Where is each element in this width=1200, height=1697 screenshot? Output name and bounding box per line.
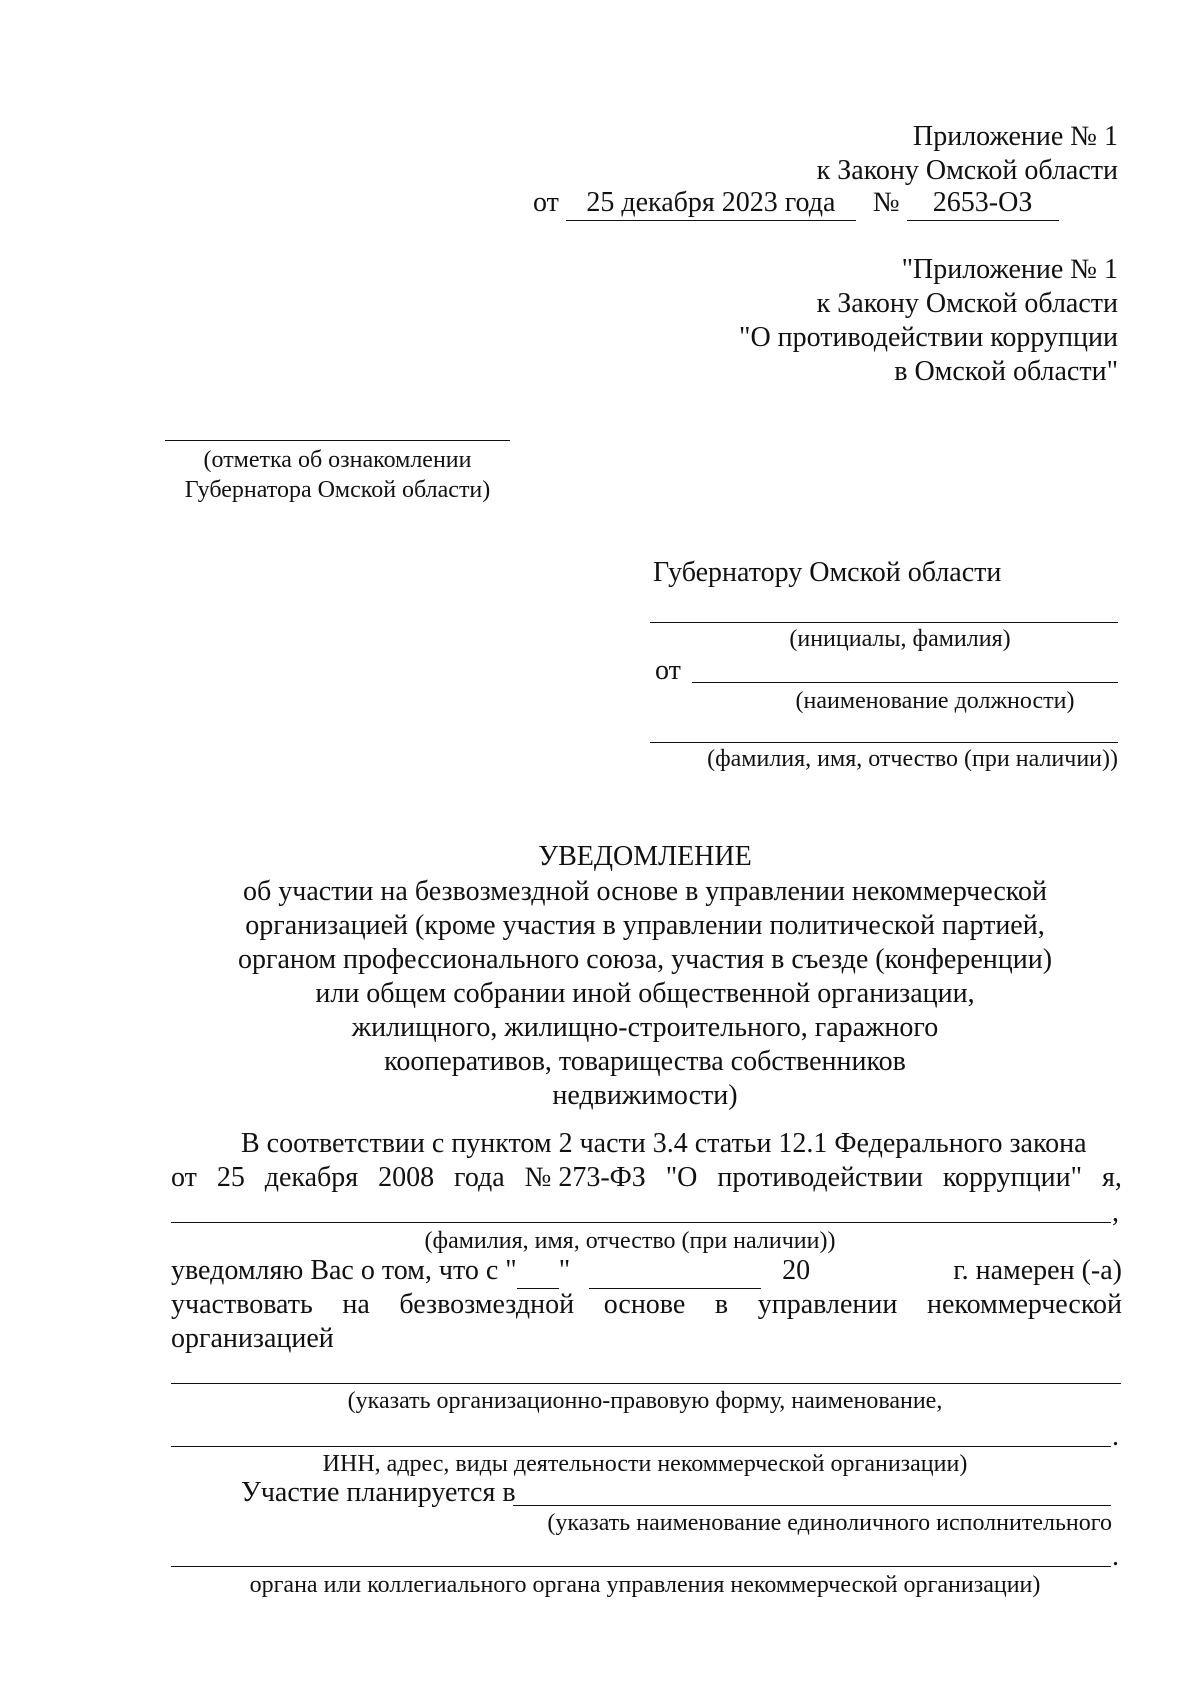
notice-subtitle-1: об участии на безвозмездной основе в управлении некоммерческой (243, 876, 1047, 907)
fio-caption: (фамилия, имя, отчество (при наличии)) (707, 746, 1118, 772)
quote-line-1: "Приложение № 1 (901, 254, 1118, 285)
quote-line-3: "О противодействии коррупции (739, 322, 1118, 353)
word: 2008 (378, 1162, 435, 1193)
notice-heading: УВЕДОМЛЕНИЕ (538, 841, 752, 872)
word: в (714, 1289, 729, 1320)
month-field (589, 1254, 761, 1289)
plan-caption-1: (указать наименование единоличного исполнительного (547, 1510, 1112, 1536)
word: на (342, 1289, 370, 1320)
notify-text: уведомляю Вас о том, что с " (171, 1255, 517, 1286)
word: участвовать (171, 1289, 313, 1320)
initials-field-line (650, 622, 1118, 623)
position-caption: (наименование должности) (795, 688, 1075, 714)
notice-subtitle-3: органом профессионального союза, участия в съезде (конференции) (237, 944, 1053, 975)
word: "О (665, 1162, 698, 1193)
body-line-3 (171, 1288, 1122, 1322)
notify-intent: г. намерен (-а) (953, 1255, 1122, 1286)
notice-subtitle-2: организацией (кроме участия в управлении политической партией, (245, 910, 1045, 941)
body-line-4: организацией (171, 1323, 334, 1354)
plan-field-line-2 (171, 1566, 1111, 1567)
comma: , (1112, 1197, 1119, 1228)
org-caption-2: ИНН, адрес, виды деятельности некоммерческой организации) (322, 1451, 968, 1477)
day-field (517, 1254, 559, 1289)
fio-body-caption: (фамилия, имя, отчество (при наличии)) (424, 1228, 836, 1254)
plan-caption-2: органа или коллегиального органа управления некоммерческой организации) (249, 1572, 1041, 1598)
word: декабря (264, 1162, 359, 1193)
org-field-line-2 (171, 1446, 1111, 1447)
addressee-title: Губернатору Омской области (653, 557, 1002, 588)
initials-caption: (инициалы, фамилия) (789, 626, 1011, 652)
law-number: 2653-ОЗ (907, 186, 1059, 221)
period: . (1112, 1421, 1119, 1452)
notice-subtitle-6: кооперативов, товарищества собственников (384, 1046, 906, 1077)
appendix-label: Приложение № 1 (913, 121, 1118, 152)
word: № 273-ФЗ (524, 1162, 646, 1193)
notice-subtitle-7: недвижимости) (552, 1080, 738, 1111)
ack-caption-1: (отметка об ознакомлении (203, 447, 472, 473)
notify-quote: " (558, 1255, 571, 1286)
law-ref: к Закону Омской области (816, 155, 1118, 186)
fio-field-line (650, 742, 1118, 743)
quote-line-4: в Омской области" (894, 356, 1118, 387)
word: безвозмездной (399, 1289, 575, 1320)
quote-line-2: к Закону Омской области (816, 288, 1118, 319)
law-date: 25 декабря 2023 года (566, 186, 856, 221)
notify-line (171, 1254, 810, 1289)
word: некоммерческой (926, 1289, 1122, 1320)
org-caption-1: (указать организационно-правовую форму, наименование, (347, 1388, 943, 1414)
from-label: от (655, 655, 681, 686)
plan-field-line (513, 1505, 1111, 1506)
period-2: . (1112, 1541, 1119, 1572)
body-line-2 (171, 1161, 1122, 1195)
number-sign: № (872, 187, 900, 218)
fio-body-line (171, 1222, 1111, 1223)
word: я, (1101, 1162, 1122, 1193)
word: 25 (216, 1162, 245, 1193)
year-prefix: 20 (782, 1255, 811, 1286)
word: коррупции" (942, 1162, 1083, 1193)
word: основе (603, 1289, 686, 1320)
body-line-1: В соответствии с пунктом 2 части 3.4 статьи 12.1 Федерального закона (241, 1128, 1087, 1159)
notice-subtitle-5: жилищного, жилищно-строительного, гаражного (351, 1012, 939, 1043)
law-date-line (533, 186, 1059, 221)
word: противодействии (717, 1162, 923, 1193)
word: года (454, 1162, 505, 1193)
from-prefix: от (533, 187, 559, 218)
notice-subtitle-4: или общем собрании иной общественной организации, (315, 978, 975, 1009)
position-field-line (692, 682, 1118, 683)
org-field-line-1 (171, 1383, 1121, 1384)
word: от (171, 1162, 197, 1193)
word: управлении (757, 1289, 898, 1320)
ack-signature-line (165, 440, 510, 441)
ack-caption-2: Губернатора Омской области) (184, 477, 491, 503)
plan-label: Участие планируется в (241, 1477, 516, 1508)
